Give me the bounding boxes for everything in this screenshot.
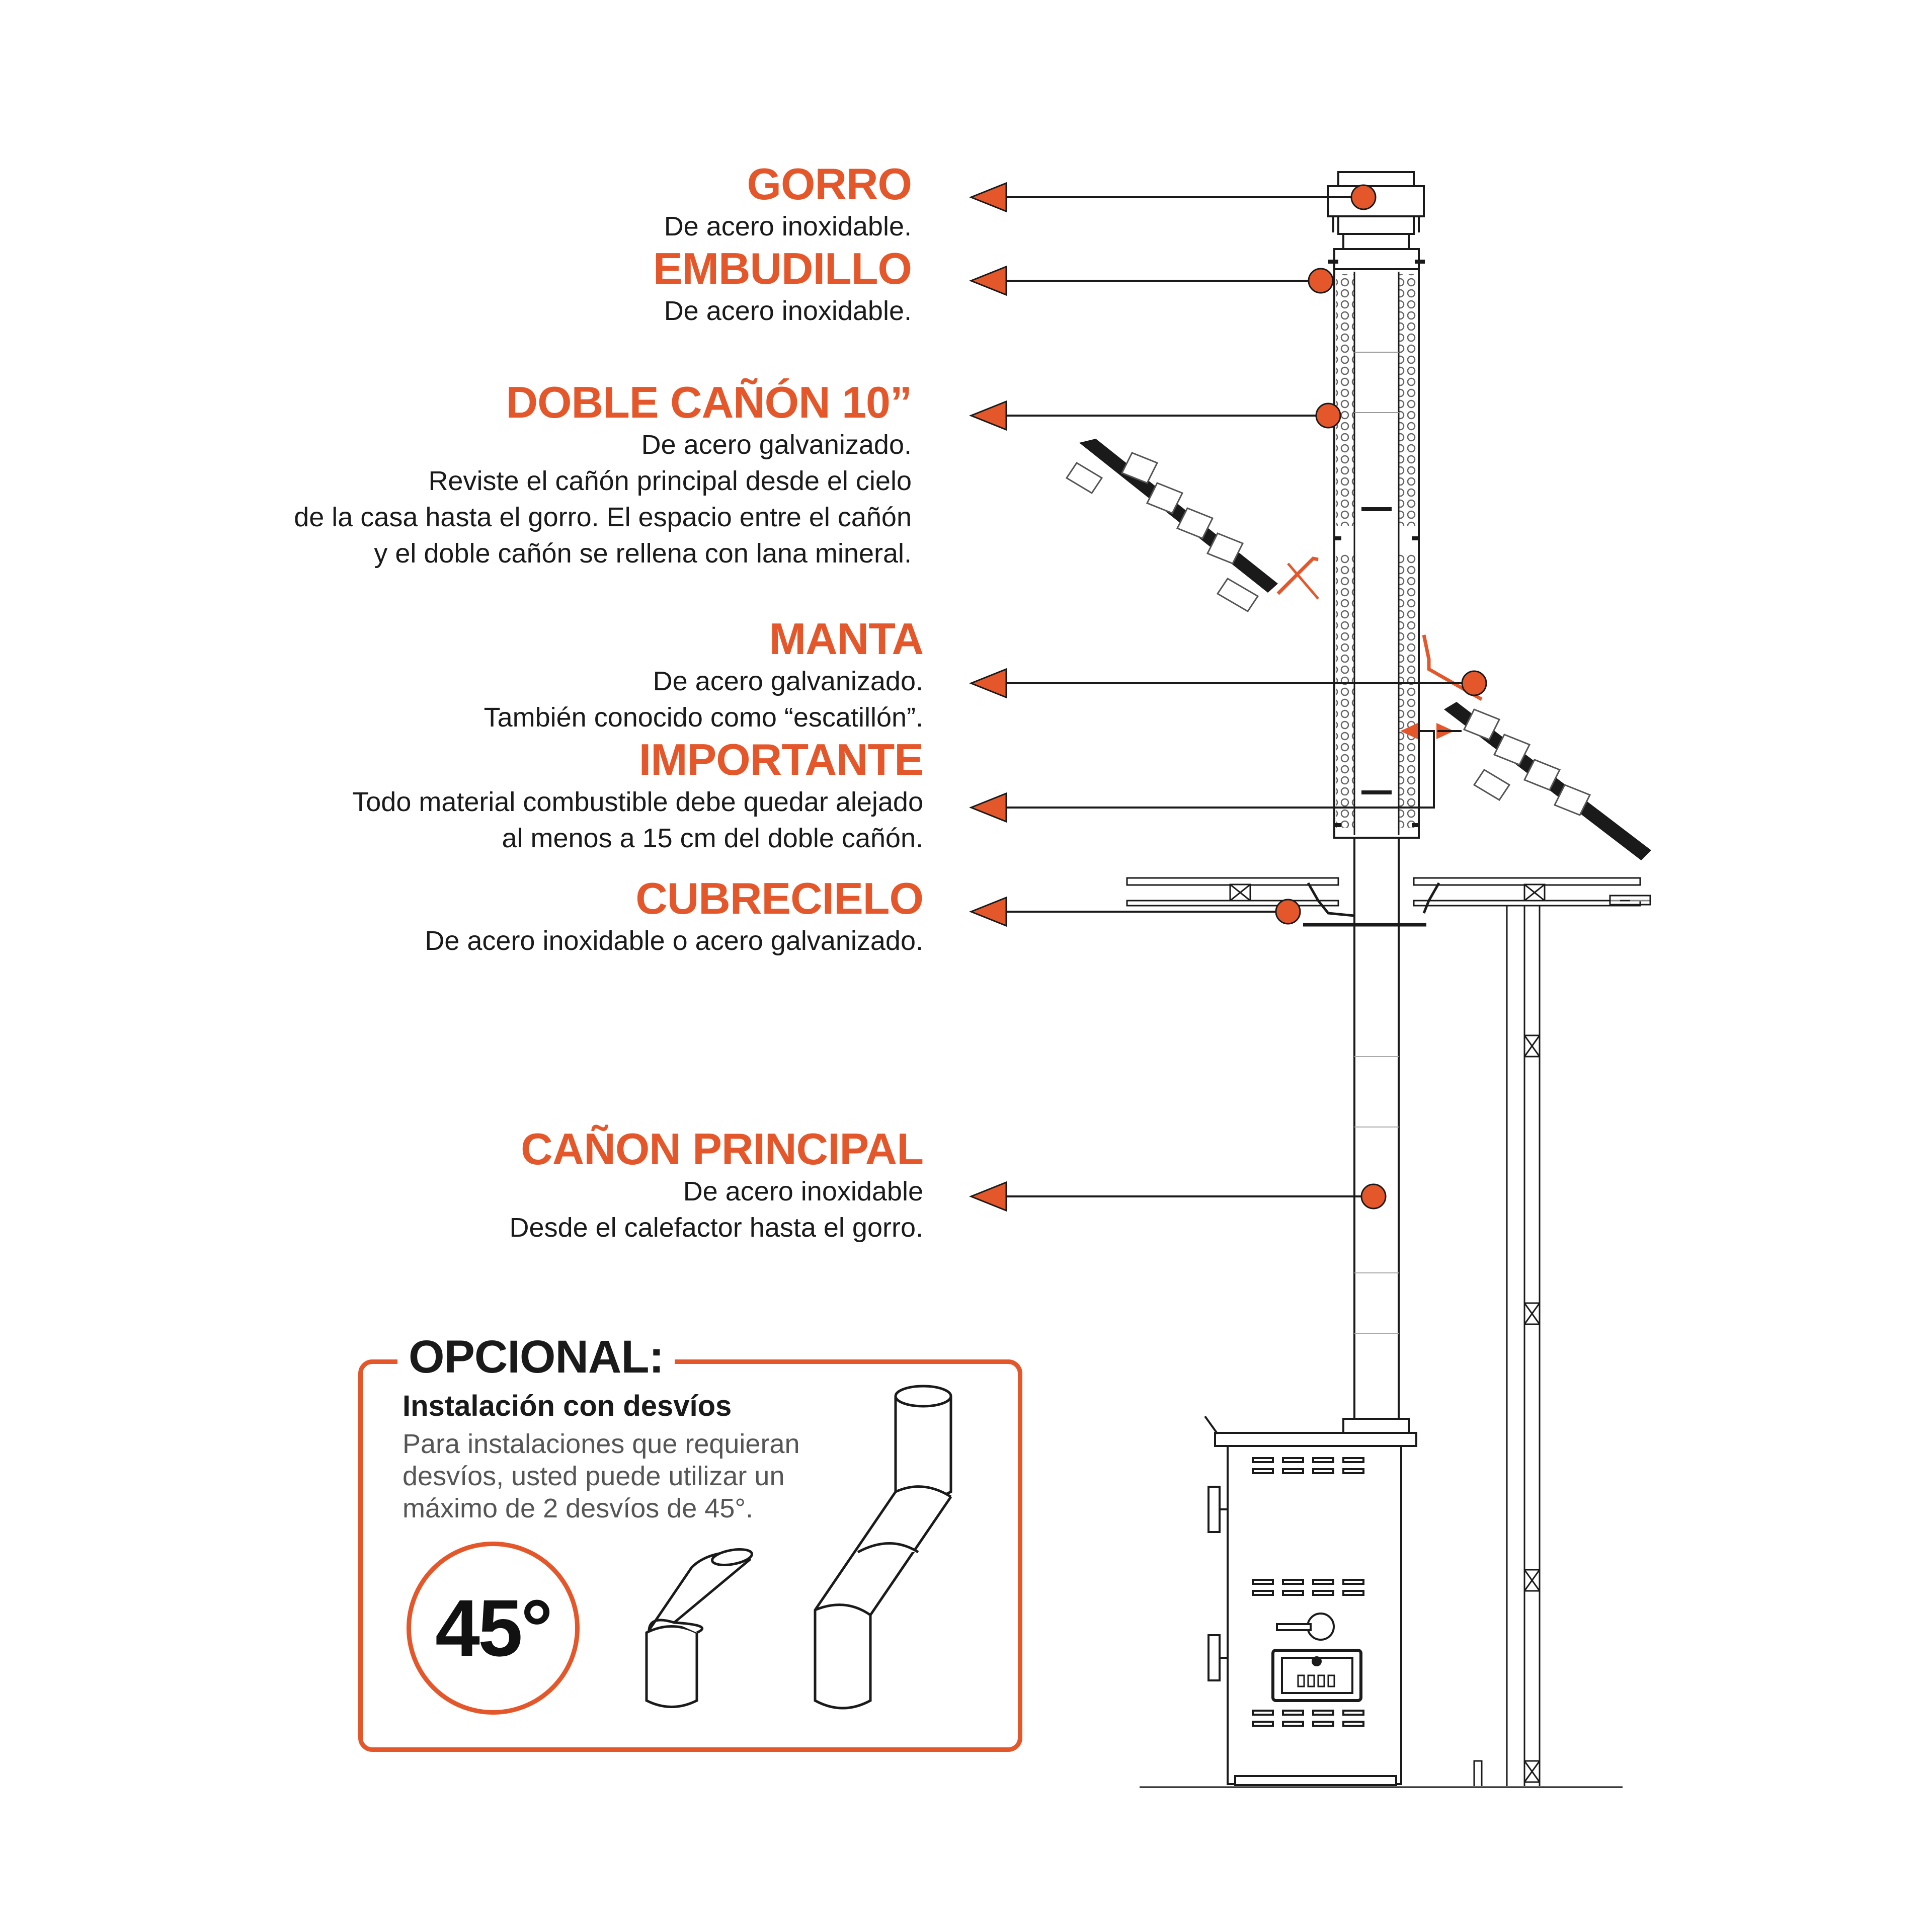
callout-doble-canon (294, 378, 912, 572)
callout-desc: de la casa hasta el gorro. El espacio entre el cañón (294, 502, 912, 532)
dot-gorro (1351, 185, 1376, 209)
optional-text-line: desvíos, usted puede utilizar un (403, 1461, 785, 1491)
callout-title: IMPORTANTE (638, 735, 923, 784)
optional-text-line: Para instalaciones que requieran (403, 1429, 800, 1459)
callout-desc: De acero galvanizado. (653, 666, 923, 696)
callout-desc: Todo material combustible debe quedar alejado (352, 787, 923, 817)
dot-embudillo (1309, 269, 1333, 293)
callout-desc: De acero inoxidable (683, 1176, 923, 1206)
canon-principal-pipe (1343, 838, 1409, 1439)
dot-manta (1462, 671, 1486, 695)
embudillo-collar (1328, 249, 1425, 269)
callout-title: CUBRECIELO (635, 873, 923, 923)
callout-title: CAÑON PRINCIPAL (521, 1124, 923, 1174)
callout-desc: Reviste el cañón principal desde el cielo (428, 466, 912, 496)
callout-desc: De acero inoxidable o acero galvanizado. (425, 926, 923, 956)
wall (1474, 906, 1540, 1786)
arrow-cubrecielo-icon (971, 898, 1006, 926)
callout-desc: De acero galvanizado. (641, 430, 912, 460)
cubrecielo-plate (1308, 883, 1354, 916)
dot-canon-principal (1361, 1184, 1386, 1209)
optional-text-line: máximo de 2 desvíos de 45°. (403, 1493, 753, 1523)
callout-desc: al menos a 15 cm del doble cañón. (502, 823, 923, 853)
callout-title: DOBLE CAÑÓN 10” (506, 377, 912, 427)
callout-desc: De acero inoxidable. (664, 211, 912, 242)
callout-title: EMBUDILLO (653, 244, 912, 293)
callout-manta (484, 615, 923, 736)
stove (1205, 1416, 1416, 1785)
arrow-canon-principal-icon (971, 1182, 1006, 1211)
callout-gorro (664, 160, 912, 245)
ceiling (1127, 878, 1650, 925)
arrow-gorro-icon (971, 183, 1006, 211)
callout-desc: y el doble cañón se rellena con lana mineral. (374, 538, 912, 569)
dot-cubrecielo (1276, 900, 1300, 924)
callout-embudillo (653, 245, 912, 329)
roof-right (1424, 635, 1651, 860)
callout-desc: También conocido como “escatillón”. (484, 702, 923, 733)
callout-importante (352, 736, 923, 856)
callout-desc: De acero inoxidable. (664, 296, 912, 326)
arrow-doble-canon-icon (971, 401, 1006, 430)
dot-doble-canon (1316, 404, 1340, 428)
optional-subtitle: Instalación con desvíos (403, 1390, 732, 1422)
arrow-manta-icon (971, 669, 1006, 697)
callout-desc: Desde el calefactor hasta el gorro. (509, 1213, 923, 1243)
callout-canon-principal (510, 1125, 923, 1246)
roof-left (1067, 439, 1318, 611)
angle-45-badge: 45° (407, 1542, 580, 1715)
optional-text (403, 1428, 800, 1524)
arrow-embudillo-icon (971, 267, 1006, 295)
arrow-importante-icon (971, 793, 1006, 822)
callout-cubrecielo (425, 874, 923, 959)
callout-title: MANTA (769, 614, 923, 664)
doble-canon-pipe (1333, 269, 1420, 838)
gorro-cap (1328, 172, 1424, 249)
optional-heading: OPCIONAL: (397, 1329, 675, 1385)
callout-title: GORRO (747, 159, 912, 209)
